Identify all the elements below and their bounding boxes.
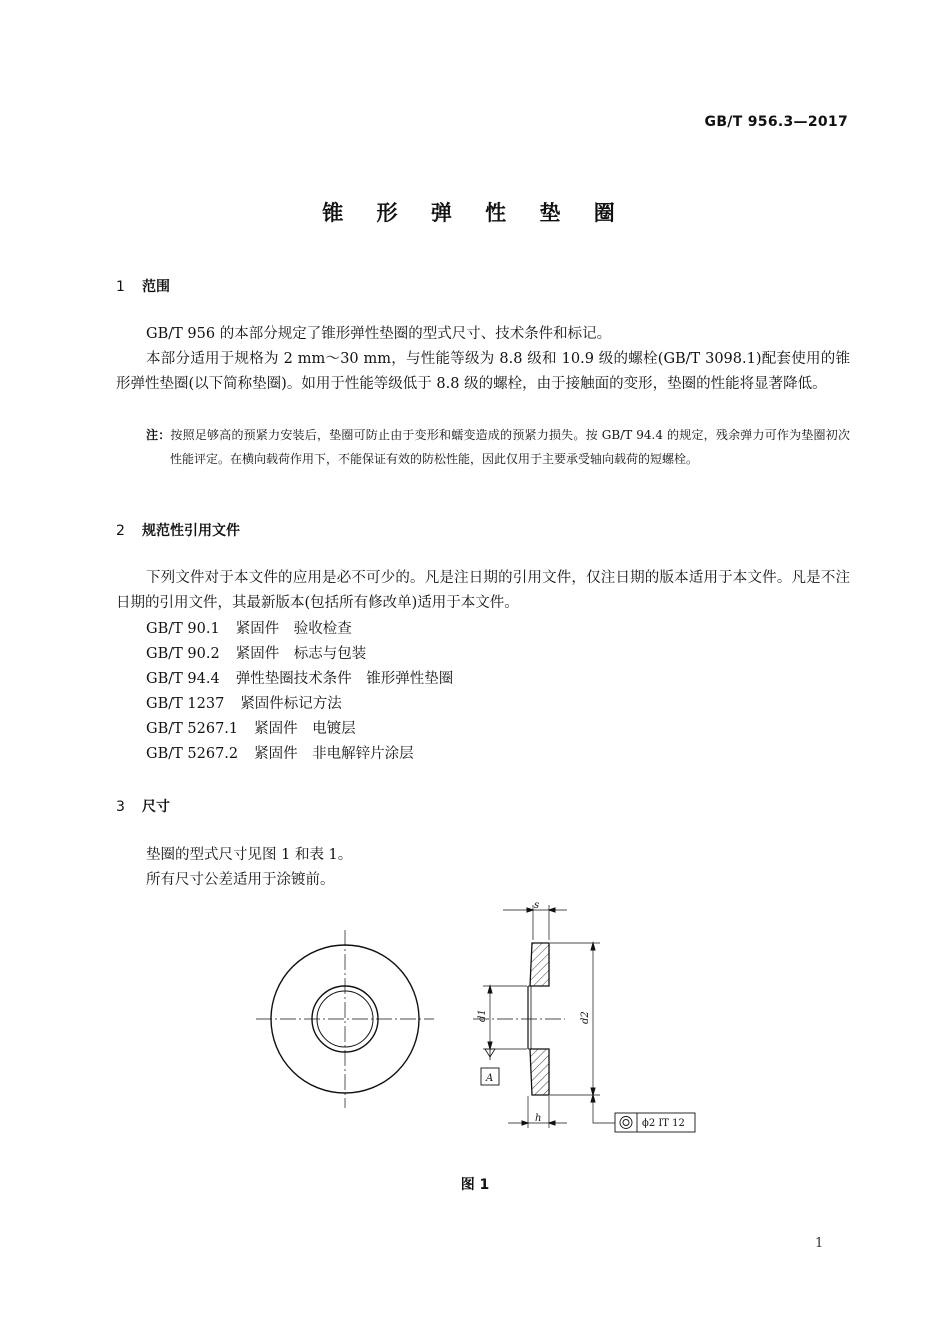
- datum-label: A: [486, 1073, 494, 1084]
- page-number: 1: [815, 1236, 824, 1251]
- section-3-body: [116, 843, 850, 893]
- section-upper: [530, 943, 549, 986]
- section-number: 2: [116, 523, 125, 539]
- list-item: [146, 617, 453, 642]
- reference-title: 紧固件标记方法: [240, 696, 342, 712]
- reference-title: 弹性垫圈技术条件 锥形弹性垫圈: [235, 671, 454, 687]
- reference-code: GB/T 5267.2: [146, 746, 239, 762]
- reference-title: 紧固件 标志与包装: [235, 646, 367, 662]
- section-2-body: [116, 566, 850, 616]
- section-title: 尺寸: [142, 799, 170, 815]
- list-item: [146, 667, 453, 692]
- list-item: [146, 717, 453, 742]
- section-1-body: [116, 322, 850, 397]
- standard-number: GB/T 956.3—2017: [704, 114, 848, 130]
- section-3-heading: [116, 796, 170, 816]
- note-label: 注：: [146, 428, 171, 442]
- paragraph: 下列文件对于本文件的应用是必不可少的。凡是注日期的引用文件，仅注日期的版本适用于本文件。凡是不注日期的引用文件，其最新版本(包括所有修改单)适用于本文件。: [116, 570, 850, 611]
- list-item: [146, 742, 453, 767]
- reference-code: GB/T 90.2: [146, 646, 220, 662]
- washer-drawing: [0, 890, 950, 1150]
- reference-code: GB/T 1237: [146, 696, 225, 712]
- tolerance-value: ϕ2 IT 12: [642, 1118, 685, 1129]
- label-d2: d2: [580, 1011, 591, 1024]
- reference-list: [146, 617, 453, 767]
- section-title: 规范性引用文件: [142, 523, 240, 539]
- paragraph: GB/T 956 的本部分规定了锥形弹性垫圈的型式尺寸、技术条件和标记。: [146, 326, 612, 342]
- list-item: [146, 692, 453, 717]
- note-text: 按照足够高的预紧力安装后，垫圈可防止由于变形和蠕变造成的预紧力损失。按 GB/T 94.4 的规定，残余弹力可作为垫圈初次性能评定。在横向载荷作用下，不能保证有效的防松性能，因此仅用于主要承受轴向载荷的短螺栓。: [170, 428, 850, 466]
- bore-circle: [312, 986, 378, 1052]
- paragraph: 垫圈的型式尺寸见图 1 和表 1。: [146, 847, 353, 863]
- section-title: 范围: [142, 279, 170, 295]
- washer-plan-view: [256, 930, 434, 1108]
- section-number: 3: [116, 799, 125, 815]
- section-number: 1: [116, 279, 125, 295]
- section-lower: [530, 1049, 549, 1095]
- reference-title: 紧固件 验收检查: [235, 621, 352, 637]
- reference-title: 紧固件 电镀层: [254, 721, 356, 737]
- reference-code: GB/T 5267.1: [146, 721, 239, 737]
- document-title: 锥 形 弹 性 垫 圈: [322, 201, 628, 225]
- figure-caption: 图 1: [460, 1177, 490, 1193]
- reference-title: 紧固件 非电解锌片涂层: [254, 746, 414, 762]
- paragraph: 本部分适用于规格为 2 mm～30 mm，与性能等级为 8.8 级和 10.9 级的螺栓(GB/T 3098.1)配套使用的锥形弹性垫圈(以下简称垫圈)。如用于性能等级低于 8.8 级的螺栓，由于接触面的变形，垫圈的性能将显著降低。: [116, 351, 850, 392]
- reference-code: GB/T 90.1: [146, 621, 220, 637]
- section-1-heading: [116, 276, 170, 296]
- note: [146, 423, 850, 471]
- label-d1: d1: [477, 1009, 488, 1022]
- concentricity-icon: [620, 1117, 632, 1129]
- list-item: [146, 642, 453, 667]
- section-2-heading: [116, 520, 240, 540]
- label-s: s: [534, 900, 540, 911]
- paragraph: 所有尺寸公差适用于涂镀前。: [146, 872, 335, 888]
- reference-code: GB/T 94.4: [146, 671, 220, 687]
- label-h: h: [535, 1113, 542, 1124]
